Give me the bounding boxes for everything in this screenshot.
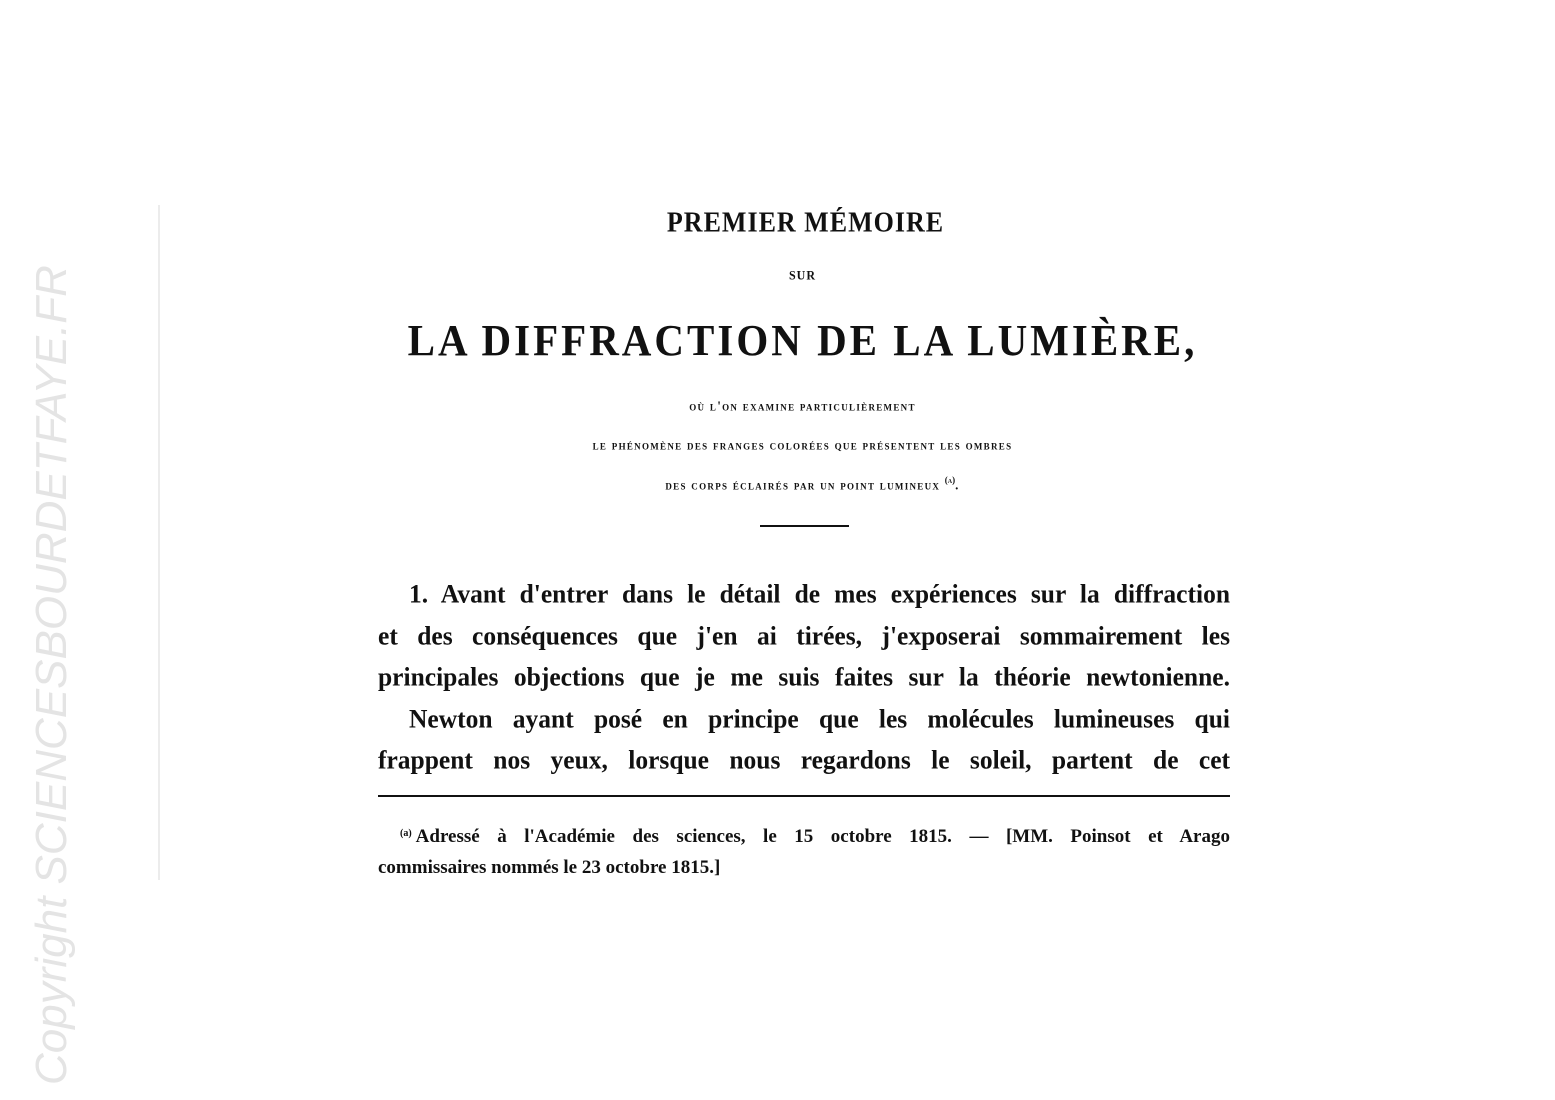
footnote-line-1 — [378, 818, 1230, 852]
body-line-5: frappent nos yeux, lorsque nous regardons le soleil, partent de cet — [378, 744, 1230, 775]
footnote-line-2: commissaires nommés le 23 octobre 1815.] — [378, 857, 721, 878]
body-line-4: Newton ayant posé en principe que les molécules lumineuses qui — [409, 702, 1230, 734]
heading-connector: SUR — [788, 267, 816, 283]
body-paragraphs — [378, 573, 1230, 780]
page-edge — [158, 205, 160, 880]
body-line-2: et des conséquences que j'en ai tirées, j'exposerai sommairement les — [378, 619, 1230, 651]
footnote — [378, 818, 1230, 883]
subtitle-line-1: où l'on examine particulièrement — [689, 397, 916, 414]
main-title: LA DIFFRACTION DE LA LUMIÈRE, — [407, 315, 1198, 365]
subtitle-line-2: le phénomène des franges colorées que présentent les ombres — [592, 436, 1013, 453]
footnote-line-1-text: Adressé à l'Académie des sciences, le 15 octobre 1815. — [MM. Poinsot et Arago — [415, 826, 1230, 847]
footnote-reference-mark: (a) — [944, 474, 956, 486]
footnote-mark: (a) — [400, 828, 412, 839]
subtitle-line-3-text: des corps éclairés par un point lumineux — [665, 476, 941, 493]
copyright-watermark: Copyright SCIENCESBOURDETFAYE.FR — [27, 265, 76, 1085]
memoir-heading: PREMIER MÉMOIRE — [666, 206, 945, 239]
title-separator-rule — [760, 525, 849, 527]
body-line-1: 1. Avant d'entrer dans le détail de mes expériences sur la diffraction — [409, 578, 1230, 609]
subtitle-line-3 — [35, 474, 1555, 493]
body-line-3: principales objections que je me suis faites sur la théorie newtonienne. — [378, 661, 1230, 692]
subtitle-period: . — [955, 476, 960, 493]
footnote-separator-rule — [378, 795, 1230, 797]
